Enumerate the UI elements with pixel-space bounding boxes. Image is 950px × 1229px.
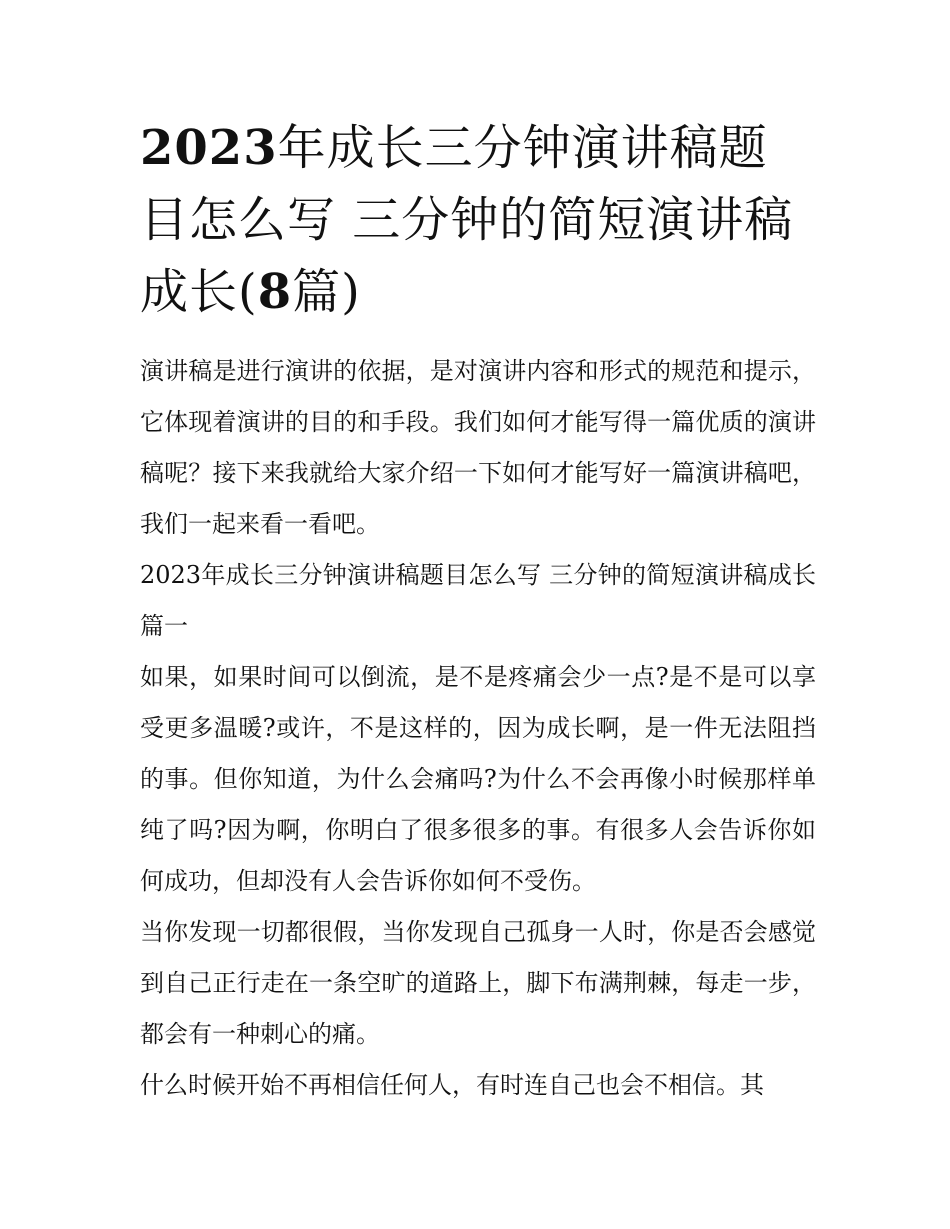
title-count: 8 (257, 264, 293, 320)
intro-paragraph: 演讲稿是进行演讲的依据，是对演讲内容和形式的规范和提示，它体现着演讲的目的和手段。我们如何才能写得一篇优质的演讲稿呢？接下来我就给大家介绍一下如何才能写好一篇演讲稿吧，我们一起来看一看吧。 (140, 357, 816, 538)
body-paragraph: 如果，如果时间可以倒流，是不是疼痛会少一点?是不是可以享受更多温暖?或许，不是这样的，因为成长啊，是一件无法阻挡的事。但你知道，为什么会痛吗?为什么不会再像小时候那样单纯了吗?因为啊，你明白了很多很多的事。有很多人会告诉你如何成功，但却没有人会告诉你如何不受伤。 (140, 663, 816, 895)
title-end: 篇) (292, 264, 361, 320)
section-heading: 2023年成长三分钟演讲稿题目怎么写 三分钟的简短演讲稿成长篇一 (140, 561, 816, 640)
document-title (140, 112, 816, 328)
body-paragraph: 当你发现一切都很假，当你发现自己孤身一人时，你是否会感觉到自己正行走在一条空旷的道路上，脚下布满荆棘，每走一步，都会有一种刺心的痛。 (140, 918, 816, 1048)
body-paragraph: 什么时候开始不再相信任何人，有时连自己也会不相信。其 (140, 1071, 764, 1099)
title-text: 年成长三分钟演讲稿题目怎么写 三分钟的简短演讲稿成长( (140, 120, 794, 320)
title-year: 2023 (140, 120, 278, 176)
document-content (140, 112, 816, 1111)
